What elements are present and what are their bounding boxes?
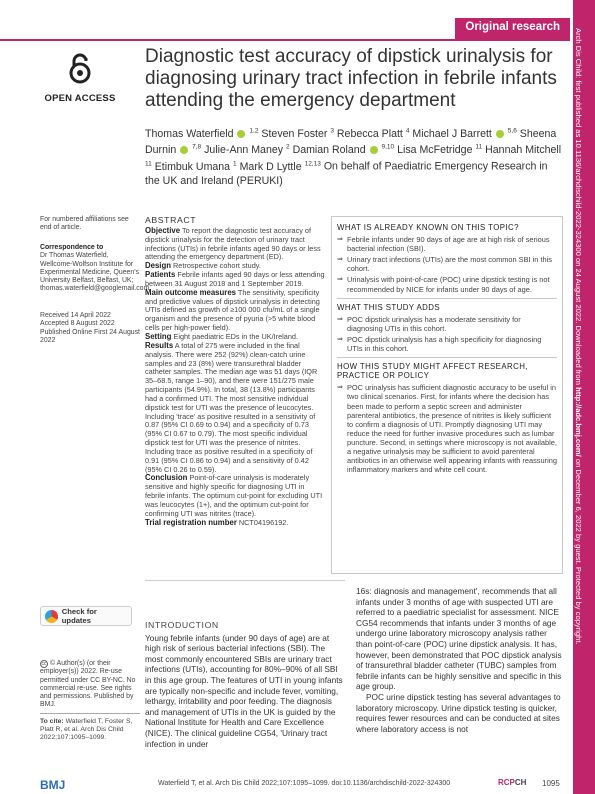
author-name: Lisa McFetridge — [397, 144, 473, 157]
abstract-section — [145, 519, 325, 528]
section-divider — [145, 580, 345, 581]
affiliation-number: 11 — [145, 160, 152, 168]
abstract-section-text: NCT04196192. — [238, 517, 289, 527]
affiliations-note: For numbered affiliations see end of article. — [40, 216, 129, 232]
author-list — [145, 124, 565, 188]
correspondence-block — [40, 244, 150, 294]
author-name: Steven Foster — [261, 127, 328, 140]
introduction — [145, 620, 345, 749]
author-entry — [155, 161, 240, 173]
correspondence-label: Correspondence to — [40, 244, 104, 251]
abstract-section-text: The sensitivity, specificity and predictive values of dipstick urinalysis in detecting UTIs defined as growth of ≥100 000 cfu/mL of a single organism and the presence of pyuria (>5 white blood cells per high-power field). — [145, 287, 320, 333]
header-bar — [0, 18, 570, 40]
page-number: 1095 — [542, 779, 560, 788]
author-name: Michael J Barrett — [412, 127, 492, 140]
author-name: Rebecca Platt — [336, 127, 403, 140]
author-entry — [204, 144, 292, 156]
open-access-badge — [40, 52, 120, 104]
affiliation-number: 11 — [475, 143, 483, 151]
abstract-section-label: Conclusion — [145, 473, 188, 483]
abstract — [145, 216, 325, 528]
key-message-item: ⇒ Urinary tract infections (UTIs) are the most common SBI in this cohort. — [337, 255, 557, 273]
affiliation-number: 7,8 — [192, 143, 202, 151]
crossmark-icon — [45, 610, 58, 623]
abstract-section-label: Objective — [145, 225, 181, 235]
key-message-item: ⇒ Urinalysis with point-of-care (POC) urine dipstick testing is not recommended by NICE for infants under 90 days of age. — [337, 275, 557, 293]
license-block — [40, 660, 140, 710]
key-messages-box — [331, 216, 563, 574]
section-label: Original research — [455, 18, 570, 40]
key-messages-heading: HOW THIS STUDY MIGHT AFFECT RESEARCH, PRACTICE OR POLICY — [337, 357, 557, 380]
key-messages-list — [337, 315, 557, 353]
cite-text: Waterfield T, Foster S, Platt R, et al. Arch Dis Child 2022;107:1095–1099. — [40, 718, 133, 742]
received-date: Received 14 April 2022 — [40, 312, 111, 319]
author-name: Sheena Durnin — [145, 127, 557, 157]
check-for-updates-button[interactable] — [40, 606, 132, 626]
key-messages-heading: WHAT IS ALREADY KNOWN ON THIS TOPIC? — [337, 223, 519, 232]
introduction-text: Young febrile infants (under 90 days of age) are at high risk of serious bacterial infections (SBI). The most commonly encountered SBIs are urinary tract infections (UTIs), accounting for 80%–90% of all SBI in this age group. The features of UTI in young infants are typically non-specific and include fever, vomiting, lethargy, irritability and poor feeding. The diagnosis and management of UTIs in the UK is guided by the National Institute for Health and Care Excellence (NICE). The clinical guideline CG54, 'Urinary tract infection in under — [145, 632, 343, 749]
author-name: Etimbuk Umana — [154, 160, 231, 173]
abstract-section-text: A total of 275 were included in the final analysis. There were 252 (92%) clean-catch urine samples and 23 (8%) were transurethral bladder catheter samples. The median age was 51 days (IQR 35–68.5, range 1–90), and there were 151/275 male participants (54.9%). In total, 38 (13.8%) participants had a confirmed UTI. The most sensitive individual dipstick test for UTI was the presence of leucocytes. Including 'trace' as positive resulted in a sensitivity of 0.87 (95% CI 0.69 to 0.94) and a specificity of 0.73 (95% CI 0.67 to 0.79). The most specific individual dipstick test for UTI was the presence of nitrites. Including trace as positive resulted in a specificity of 0.91 (95% CI 0.86 to 0.94) and a sensitivity of 0.42 (95% CI 0.26 to 0.59). — [145, 340, 318, 474]
abstract-section-label: Main outcome measures — [145, 287, 236, 297]
abstract-section-label: Patients — [145, 270, 176, 280]
check-for-updates-label: Check for updates — [61, 607, 97, 625]
abstract-heading: ABSTRACT — [145, 215, 197, 225]
affiliation-number: 3 — [330, 127, 334, 134]
affiliation-number: 12,13 — [304, 160, 321, 168]
body-paragraph-2: POC urine dipstick testing has several advantages to laboratory microscopy. Urine dipstick testing is quicker, requires fewer resources and can be conducted at sites where laboratory access is not — [356, 691, 561, 734]
affiliation-number: 2 — [285, 143, 290, 151]
key-message-item: ⇒ POC dipstick urinalysis has a moderate sensitivity for diagnosing UTIs in this cohort. — [337, 315, 557, 333]
orcid-icon[interactable] — [237, 130, 245, 138]
accepted-date: Accepted 8 August 2022 — [40, 320, 115, 328]
orcid-icon[interactable] — [370, 146, 378, 154]
author-entry — [240, 161, 324, 173]
key-message-item: ⇒ POC dipstick urinalysis has a high specificity for diagnosing UTIs in this cohort. — [337, 335, 557, 353]
rcpch-logo — [498, 778, 526, 787]
cite-label: To cite: — [40, 718, 64, 725]
author-name: Mark D Lyttle — [239, 160, 302, 173]
side-text-prefix: Arch Dis Child: first published as 10.1136/archdischild-2022-324300 on 24 August 2022. Downloaded from — [574, 28, 583, 385]
abstract-body — [145, 227, 325, 528]
author-entry — [337, 128, 412, 140]
author-entry — [397, 144, 485, 156]
author-entry — [293, 144, 398, 156]
abstract-section — [145, 271, 325, 289]
abstract-section-label: Design — [145, 261, 171, 271]
creative-commons-icon: cc — [41, 661, 47, 667]
footer-reference: Waterfield T, et al. Arch Dis Child 2022;107:1095–1099. doi:10.1136/archdischild-2022-324300 — [158, 780, 451, 787]
open-access-label: OPEN ACCESS — [44, 93, 116, 104]
side-text-url[interactable]: http://adc.bmj.com/ — [574, 387, 583, 457]
author-entry — [145, 128, 261, 140]
license-text: © Author(s) (or their employer(s)) 2022. Re-use permitted under CC BY-NC. No commercial re-use. See rights and permissions. Published by BMJ. — [40, 660, 136, 709]
rcpch-suffix: CH — [514, 778, 527, 787]
key-message-item: ⇒ Febrile infants under 90 days of age are at high risk of serious bacterial infection (SBI). — [337, 235, 557, 253]
affiliation-number: 5,6 — [507, 127, 517, 134]
citation-box — [40, 713, 140, 743]
key-messages-list — [337, 235, 557, 294]
page-footer — [0, 776, 570, 794]
affiliation-number: 4 — [405, 127, 410, 134]
key-message-item: ⇒ POC urinalysis has sufficient diagnostic accuracy to be useful in two clinical scenarios. First, for infants where the decision has been made to perform a septic screen and administer parenteral antibiotics, the presence of nitrites is likely sufficient to confirm a diagnosis of UTI. Promptly diagnosing UTI may reduce the need for further invasive procedures such as lumbar puncture. Second, in settings where microscopy is not available, a negative urinalysis may be sufficient to avoid parenteral antibiotics in an otherwise well appearing infants with reassuring inflammatory markers and white cell count. — [337, 383, 557, 474]
abstract-section-text: Retrospective cohort study. — [173, 261, 261, 271]
body-column-right — [356, 586, 564, 734]
introduction-heading: INTRODUCTION — [145, 620, 219, 630]
abstract-section-text: To report the diagnostic test accuracy of dipstick urinalysis for the detection of urinary tract infections (UTIs) in febrile infants aged 90 days or less attending the emergency department (ED). — [145, 225, 321, 262]
abstract-section-text: Febrile infants aged 90 days or less attending between 31 August 2018 and 1 September 2019. — [145, 270, 325, 288]
published-date: Published Online First 24 August 2022 — [40, 328, 140, 344]
article-dates — [40, 312, 140, 345]
author-name: Damian Roland — [292, 144, 366, 157]
key-messages-heading: WHAT THIS STUDY ADDS — [337, 298, 557, 312]
body-paragraph-1: 16s: diagnosis and management', recommends that all infants under 3 months of age with suspected UTI are referred to a paediatric specialist for assessment. NICE CG54 recommends that infants under 3 months of age undergo urine laboratory microscopy analysis rather than point-of-care (POC) urine dipstick analysis. It has, however, been demonstrated that POC dipstick analysis of transurethral bladder catheter (TUBC) samples from febrile infants can be highly sensitive and specific in this age group. — [356, 586, 562, 692]
author-entry — [261, 128, 336, 140]
abstract-section-label: Results — [145, 340, 174, 350]
orcid-icon[interactable] — [180, 146, 188, 154]
orcid-icon[interactable] — [496, 130, 504, 138]
abstract-section-label: Trial registration number — [145, 517, 237, 527]
author-name: Hannah Mitchell — [485, 144, 562, 157]
author-name: Julie-Ann Maney — [204, 144, 284, 157]
abstract-section — [145, 474, 325, 518]
key-messages-list — [337, 383, 557, 474]
side-copyright-text — [574, 28, 583, 645]
abstract-section-text: Eight paediatric EDs in the UK/Ireland. — [173, 331, 298, 341]
abstract-section — [145, 342, 325, 475]
author-name: Thomas Waterfield — [145, 127, 234, 140]
article-title: Diagnostic test accuracy of dipstick urinalysis for diagnosing urinary tract infection in febrile infants attending the emergency department — [145, 46, 557, 111]
abstract-section-text: Point-of-care urinalysis is moderately sensitive and highly specific for diagnosing UTI in febrile infants. The optimum cut-point for excluding UTI was leucocytes (1+), and the optimum cut-point for confirming UTI was nitrites (trace). — [145, 473, 323, 518]
correspondence-text: Dr Thomas Waterfield, Wellcome-Wolfson Institute for Experimental Medicine, Queen's University Belfast, Belfast, UK; thomas.waterfield@googlemail.com — [40, 252, 150, 293]
side-text-suffix: on December 6, 2022 by guest. Protected by copyright. — [574, 458, 583, 645]
rcpch-prefix: RCP — [498, 778, 515, 787]
open-access-lock-icon — [67, 52, 93, 84]
author-group: On behalf of Paediatric Emergency Research in the UK and Ireland (PERUKI) — [145, 160, 548, 187]
affiliation-number: 1,2 — [249, 127, 259, 134]
bmj-logo: BMJ — [40, 778, 66, 792]
author-entry — [412, 128, 519, 140]
affiliation-number: 9,10 — [381, 143, 395, 151]
abstract-section — [145, 227, 325, 262]
affiliation-number: 1 — [233, 160, 237, 168]
abstract-section — [145, 289, 325, 333]
abstract-section-label: Setting — [145, 331, 172, 341]
